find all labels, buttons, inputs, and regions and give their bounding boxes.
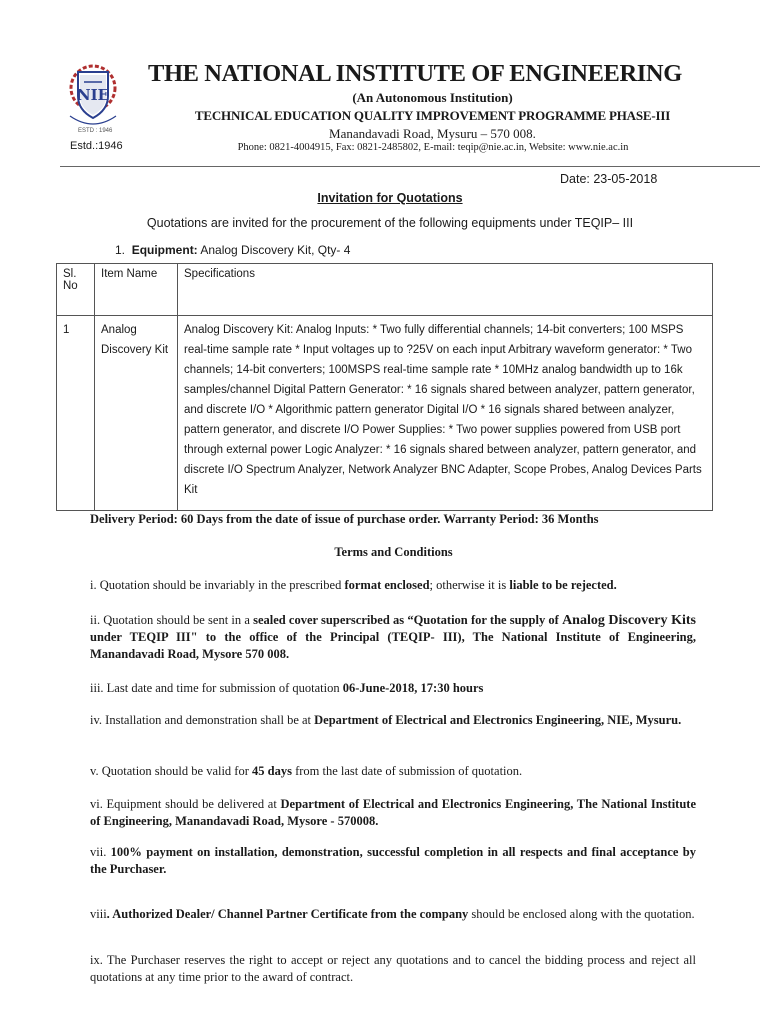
term-5-text-2: from the last date of submission of quotation. [291,764,523,778]
term-5-text: v. Quotation should be valid for [90,764,253,778]
term-1 [90,577,696,594]
institute-title: THE NATIONAL INSTITUTE OF ENGINEERING [148,60,682,87]
term-9: ix. The Purchaser reserves the right to accept or reject any quotations and to cancel the bidding process and reject all quotations at any time prior to the award of contract. [90,953,696,984]
table-header-row [57,264,713,316]
equipment-label: Equipment: [131,243,198,257]
header-item-name: Item Name [95,264,178,316]
term-4-location: Department of Electrical and Electronics Engineering, NIE, Mysuru. [314,713,682,727]
term-8 [90,902,696,927]
term-2-text: ii. Quotation should be sent in a [90,613,254,627]
autonomous-subtitle: (An Autonomous Institution) [352,90,513,105]
estd-label: Estd.:1946 [70,140,123,152]
programme-title: TECHNICAL EDUCATION QUALITY IMPROVEMENT PROGRAMME PHASE-III [194,108,671,123]
term-3-text: iii. Last date and time for submission of quotation [90,681,343,695]
term-1-text-2: ; otherwise it is [429,578,510,592]
equipment-value: Analog Discovery Kit, Qty- 4 [197,243,351,257]
term-7-payment: 100% payment on installation, demonstration, successful completion in all respects and final acceptance by the Purchaser. [90,845,696,876]
cell-specifications: Analog Discovery Kit: Analog Inputs: * Two fully differential channels; 14-bit converters; 100 MSPS real-time sample rate * Input voltages up to ?25V on each input Arbitrary waveform generator: * Two channels; 14-bit converters; 100MSPS real-time sample rate * 10MHz analog bandwidth up to 16k samples/channel Digital Pattern Generator: * 16 signals shared between analyzer, pattern generator, and discrete I/O * Algorithmic pattern generator Digital I/O * 16 signals shared between analyzer, pattern generator, and discrete I/O Power Supplies: * Two power supplies powered from USB port through external power Logic Analyzer: * 16 signals shared between analyzer, pattern generator, and discrete I/O Spectrum Analyzer, Network Analyzer BNC Adapter, Scope Probes, Analog Devices Parts Kit [178,316,713,511]
term-1-rejected: liable to be rejected. [509,578,617,592]
intro-text: Quotations are invited for the procurement of the following equipments under TEQIP– III [146,216,634,230]
header-sl-no: Sl. No [57,264,95,316]
cell-sl: 1 [57,316,95,511]
term-7-number: vii. [90,845,111,859]
term-4 [90,712,696,729]
equipment-number: 1. [115,243,126,257]
svg-text:NIE: NIE [76,86,110,104]
term-6 [90,796,696,830]
institute-address: Manandavadi Road, Mysuru – 570 008. [329,126,536,141]
header-divider [60,166,760,167]
header-specifications: Specifications [178,264,713,316]
term-2 [90,612,696,663]
term-1-format: format enclosed [344,578,430,592]
terms-title: Terms and Conditions [334,545,453,559]
term-5-days: 45 days [252,764,292,778]
delivery-period: Delivery Period: 60 Days from the date of issue of purchase order. Warranty Period: 36 Months [90,512,599,526]
term-3-deadline: 06-June-2018, 17:30 hours [342,681,484,695]
table-row [57,316,713,511]
term-6-location: Department of Electrical and Electronics Engineering, The National Institute of Engineering, Manandavadi Road, Mysore - 570008. [90,797,697,828]
cell-item-name: Analog Discovery Kit [95,316,178,511]
term-2-item: Analog Discovery Kits [562,613,696,628]
document-date: Date: 23-05-2018 [560,172,658,186]
term-8-text: should be enclosed along with the quotation. [468,907,695,921]
term-8-number: viii [90,907,107,921]
term-7 [90,844,696,878]
contact-line: Phone: 0821-4004915, Fax: 0821-2485802, E-mail: teqip@nie.ac.in, Website: www.nie.ac.in [237,142,629,153]
term-2-sealed: sealed cover superscribed as “Quotation for the supply of [253,613,563,627]
equipment-line [115,243,350,257]
term-5 [90,763,696,780]
term-6-text: vi. Equipment should be delivered at [90,797,281,811]
term-4-text: iv. Installation and demonstration shall be at [90,713,315,727]
document-title: Invitation for Quotations [317,191,463,205]
term-3 [90,680,696,697]
estd-small-label: ESTD : 1946 [78,128,113,134]
term-2-address: under TEQIP III" to the office of the Principal (TEQIP- III), The National Institute of Engineering, Manandavadi Road, Mysore 570 008. [90,630,696,661]
term-1-text: i. Quotation should be invariably in the prescribed [90,578,345,592]
specifications-table [56,263,713,511]
term-8-certificate: . Authorized Dealer/ Channel Partner Certificate from the company [106,907,469,921]
